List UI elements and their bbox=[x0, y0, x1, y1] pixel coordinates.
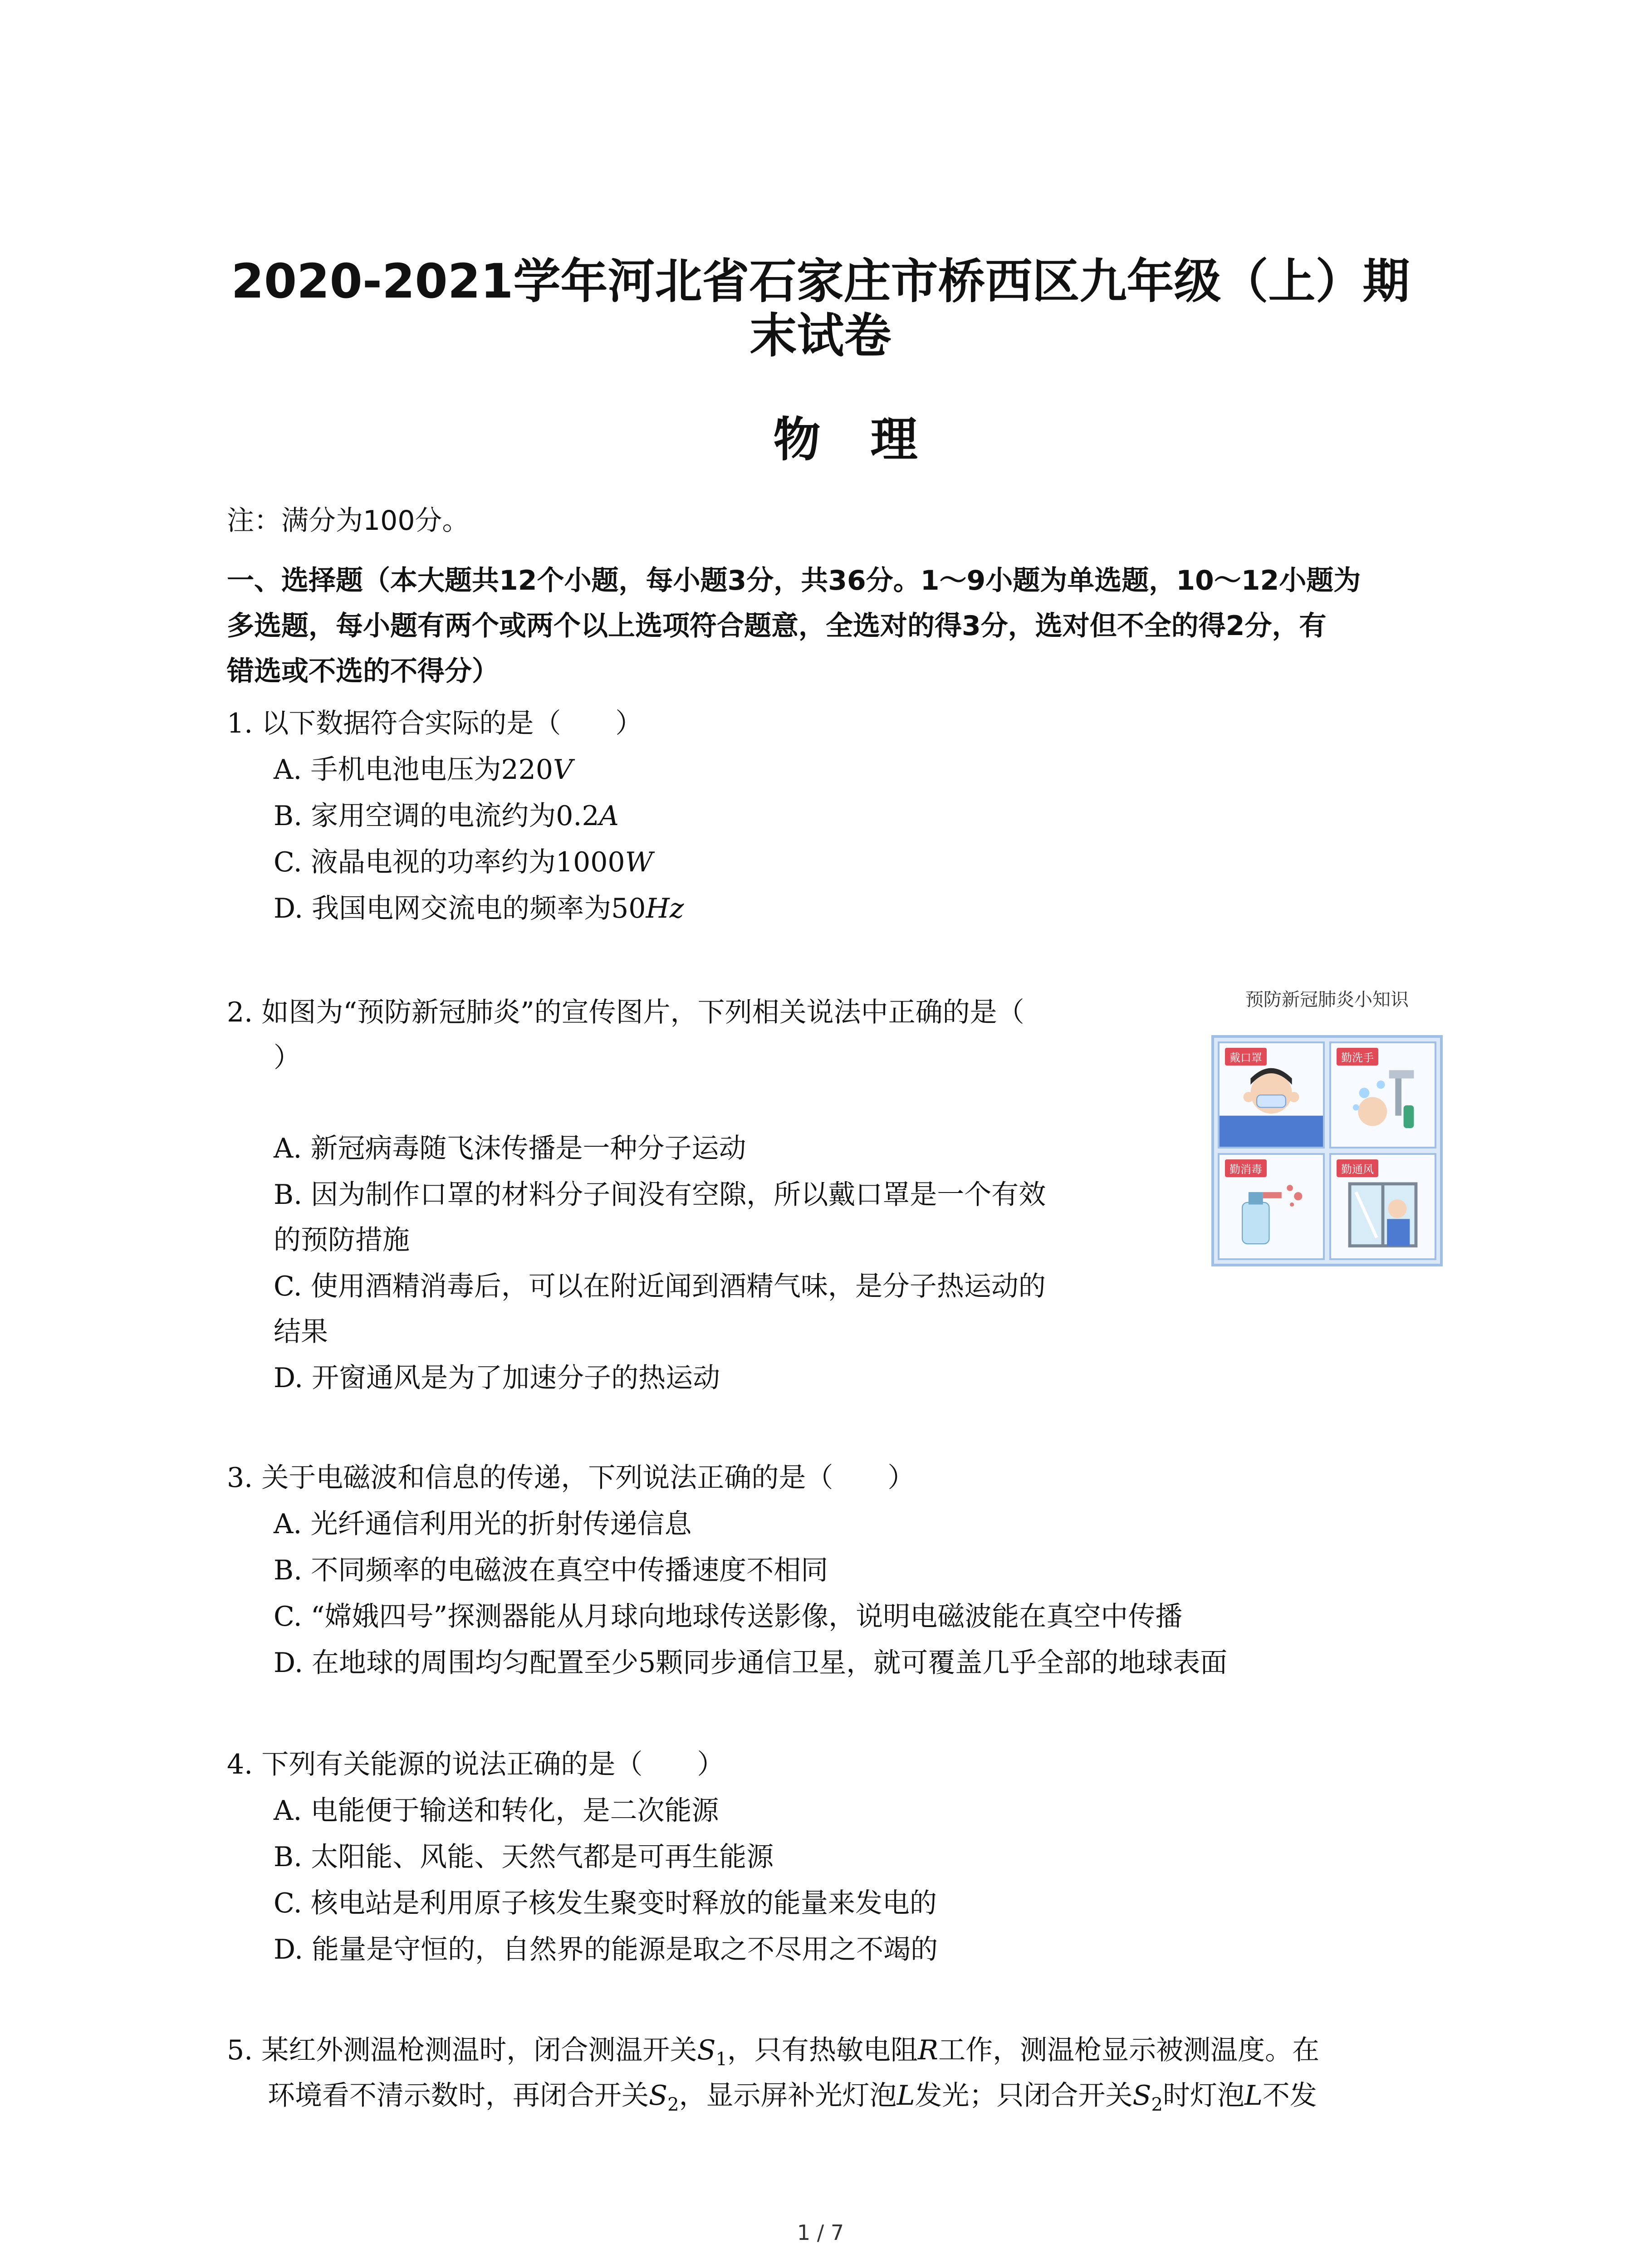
q1-option-c: C. 液晶电视的功率约为1000W bbox=[274, 846, 653, 878]
q3-option-d: D. 在地球的周围均匀配置至少5颗同步通信卫星，就可覆盖几乎全部的地球表面 bbox=[274, 1647, 1228, 1679]
q2-stem-line2: ） bbox=[274, 1042, 301, 1074]
figure-tag-disinfect: 勤消毒 bbox=[1225, 1159, 1267, 1177]
section-header-line3: 错选或不选的不得分） bbox=[227, 655, 499, 687]
exam-title-line1: 2020-2021学年河北省石家庄市桥西区九年级（上）期 bbox=[231, 254, 1410, 309]
q2-option-d: D. 开窗通风是为了加速分子的热运动 bbox=[274, 1362, 720, 1394]
q3-option-b: B. 不同频率的电磁波在真空中传播速度不相同 bbox=[274, 1554, 828, 1586]
figure-tag-ventilate: 勤通风 bbox=[1337, 1159, 1378, 1177]
figure-panel-disinfect bbox=[1218, 1153, 1325, 1260]
q1-option-d: D. 我国电网交流电的频率为50Hz bbox=[274, 893, 684, 924]
q5-stem-line2: 环境看不清示数时，再闭合开关$S_2$，显示屏补光灯泡L发光；只闭合开关$S_2$时灯泡L不发 bbox=[268, 2080, 1317, 2115]
exam-title-line2: 末试卷 bbox=[749, 308, 892, 363]
q2-option-c-line2: 结果 bbox=[274, 1316, 328, 1348]
q3-stem: 3. 关于电磁波和信息的传递，下列说法正确的是（ ） bbox=[227, 1462, 915, 1494]
section-header-line2: 多选题，每小题有两个或两个以上选项符合题意，全选对的得3分，选对但不全的得2分，有 bbox=[227, 610, 1327, 642]
figure-grid bbox=[1211, 1035, 1443, 1266]
figure-panel-ventilate bbox=[1329, 1153, 1436, 1260]
q4-stem: 4. 下列有关能源的说法正确的是（ ） bbox=[227, 1749, 725, 1780]
q1-option-a: A. 手机电池电压为220V bbox=[274, 754, 573, 786]
figure-caption: 预防新冠肺炎小知识 bbox=[1245, 989, 1409, 1010]
q4-option-c: C. 核电站是利用原子核发生聚变时释放的能量来发电的 bbox=[274, 1887, 937, 1919]
q2-option-b-line1: B. 因为制作口罩的材料分子间没有空隙，所以戴口罩是一个有效 bbox=[274, 1179, 1046, 1211]
q2-option-a: A. 新冠病毒随飞沫传播是一种分子运动 bbox=[274, 1133, 746, 1164]
score-note: 注：满分为100分。 bbox=[227, 505, 470, 537]
q2-option-c-line1: C. 使用酒精消毒后，可以在附近闻到酒精气味，是分子热运动的 bbox=[274, 1271, 1046, 1302]
subject-title: 物理 bbox=[773, 412, 968, 467]
q3-option-a: A. 光纤通信利用光的折射传递信息 bbox=[274, 1508, 692, 1540]
figure-panel-mask bbox=[1218, 1041, 1325, 1149]
q2-stem-line1: 2. 如图为“预防新冠肺炎”的宣传图片，下列相关说法中正确的是（ bbox=[227, 997, 1024, 1028]
q1-option-b: B. 家用空调的电流约为0.2A bbox=[274, 800, 619, 832]
q4-option-d: D. 能量是守恒的，自然界的能源是取之不尽用之不竭的 bbox=[274, 1934, 938, 1965]
q2-option-b-line2: 的预防措施 bbox=[274, 1224, 410, 1256]
q3-option-c: C. “嫦娥四号”探测器能从月球向地球传送影像，说明电磁波能在真空中传播 bbox=[274, 1601, 1183, 1633]
section-header-line1: 一、选择题（本大题共12个小题，每小题3分，共36分。1～9小题为单选题，10～12小题为 bbox=[227, 565, 1361, 596]
q4-option-a: A. 电能便于输送和转化，是二次能源 bbox=[274, 1795, 719, 1827]
page-number: 1 / 7 bbox=[797, 2220, 844, 2245]
q1-stem: 1. 以下数据符合实际的是（ ） bbox=[227, 708, 643, 739]
covid-prevention-figure bbox=[1205, 985, 1450, 1271]
figure-tag-handwash: 勤洗手 bbox=[1337, 1048, 1378, 1066]
q4-option-b: B. 太阳能、风能、天然气都是可再生能源 bbox=[274, 1841, 774, 1873]
figure-panel-handwash bbox=[1329, 1041, 1436, 1149]
q5-stem-line1: 5. 某红外测温枪测温时，闭合测温开关$S_1$，只有热敏电阻R工作，测温枪显示被测温度。在 bbox=[227, 2034, 1320, 2070]
figure-tag-mask: 戴口罩 bbox=[1225, 1048, 1267, 1066]
